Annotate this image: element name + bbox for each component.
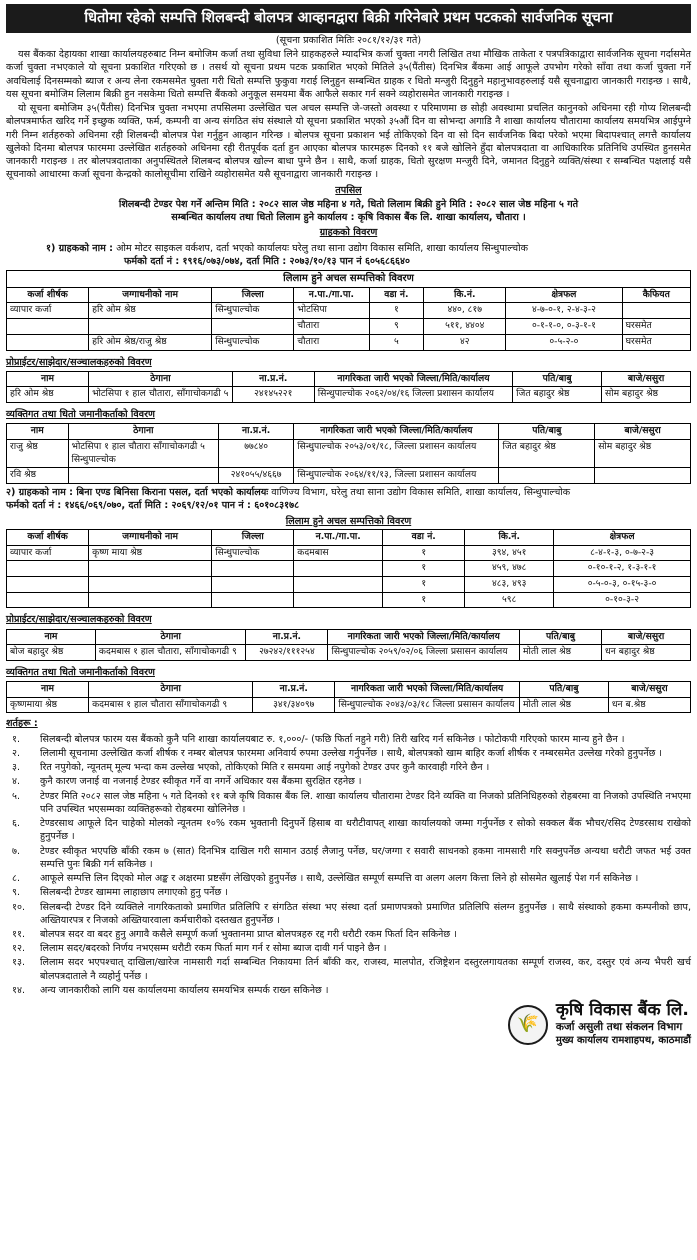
bank-address: मुख्य कार्यालय रामशाहपथ, काठमाडौं xyxy=(555,1035,691,1047)
column-header: क्षेत्रफल xyxy=(506,287,622,303)
customer-1-value: ओम मोटर साइकल वर्कशप, दर्ता भएको कार्यालयः घरेलु तथा साना उद्योग विकास समिति, शाखा कार्यालय सिन्धुपाल्चोक xyxy=(116,242,529,254)
column-header: कि.नं. xyxy=(465,529,554,545)
term-text: बोलपत्र सदर वा बदर हुनु अगावै कसैले सम्पूर्ण कर्जा भुक्तानमा प्राप्त बोलपत्रहरु रद्द गरी धरौटी रकम फिर्ता दिन सकिनेछ । xyxy=(40,929,457,940)
bank-footer xyxy=(6,1001,691,1048)
table-cell: कदमबास १ हाल चौतारा, साँगाचोकगढी ९ xyxy=(95,645,245,661)
column-header: नाम xyxy=(7,371,89,387)
table-cell: ३४१/३४०९७ xyxy=(253,697,335,713)
column-header: नागरिकता जारी भएको जिल्ला/मिति/कार्यालय xyxy=(335,682,520,698)
column-header: ठेगाना xyxy=(68,424,218,440)
term-text: आफूले सम्पत्ति लिन दिएको मोल अङ्क र अक्षरमा प्रष्टसँग लेखिएको हुनुपर्नेछ । साथै, उल्लेखित सम्पूर्ण सम्पत्ति वा अलग अलग कित्ता लिने हो सोसमेत खुलाई पेश गर्न सकिनेछ । xyxy=(40,873,639,885)
table-cell xyxy=(89,561,212,577)
term-item xyxy=(6,956,691,982)
table-cell: हरि ओम श्रेष्ठ xyxy=(7,387,89,403)
c1-prop-title: प्रोप्राईटर/साझेदार/सञ्चालकहरुको विवरण xyxy=(6,356,152,368)
c2-asset-title: लिलाम हुने अचल सम्पत्तिको विवरण xyxy=(285,515,412,527)
term-number: ७. xyxy=(12,845,21,857)
bank-dept: कर्जा असुली तथा संकलन विभाग xyxy=(555,1020,683,1033)
column-header: जग्गाधनीको नाम xyxy=(89,529,212,545)
table-cell: व्यापार कर्जा xyxy=(7,303,89,319)
table-cell: घरसमेत xyxy=(622,319,690,335)
term-item xyxy=(6,901,691,927)
table-row xyxy=(7,440,691,468)
term-text: रित नपुगेको, न्यूनतम् मूल्य भन्दा कम उल्लेख भएको, तोकिएको मिति र समयमा आई नपुगेको टेण्डर उपर कुनै कारवाही गरिने छैन । xyxy=(40,762,490,774)
table-cell: सोम बहादुर श्रेष्ठ xyxy=(602,387,691,403)
column-header: जिल्ला xyxy=(212,529,294,545)
bank-logo-icon: 🌾 xyxy=(508,1005,548,1045)
term-number: १. xyxy=(12,733,21,745)
column-header: पति/बाबु xyxy=(519,682,608,698)
customer-1-darta: फर्मको दर्ता नं : १९१६/०७३/०७४, दर्ता मिति : २०७३/१०/१३ पान नं ६०५६८६६४० xyxy=(124,255,410,267)
column-header: पति/बाबु xyxy=(519,629,601,645)
table-cell: व्यापार कर्जा xyxy=(7,545,89,561)
table-cell: कृष्णमाया श्रेष्ठ xyxy=(7,697,89,713)
table-cell: ३९४, ४५१ xyxy=(465,545,554,561)
table-cell xyxy=(294,561,383,577)
column-header: नाम xyxy=(7,629,96,645)
column-header: कि.नं. xyxy=(424,287,506,303)
column-header: न.पा./गा.पा. xyxy=(294,529,383,545)
table-cell xyxy=(89,592,212,608)
c1-guar-table xyxy=(6,423,691,484)
term-item xyxy=(6,775,691,788)
table-cell: सिन्धुपाल्चोक २०५९/०२/०६ जिल्ला प्रसासन कार्यालय xyxy=(328,645,520,661)
customer-2-darta: फर्मको दर्ता नं : १४६६/०६९/०७०, दर्ता मिति : २०६९/१२/०१ पान नं : ६०१०८३१७८ xyxy=(6,500,300,512)
c1-asset-table xyxy=(6,287,691,351)
table-cell: ४४०, ८१७ xyxy=(424,303,506,319)
column-header: बाजे/ससुरा xyxy=(608,682,690,698)
table-row xyxy=(7,697,691,713)
term-item xyxy=(6,845,691,871)
table-cell: २४१०५५/४६६७ xyxy=(219,468,294,484)
column-header: नागरिकता जारी भएको जिल्ला/मिति/कार्यालय xyxy=(328,629,520,645)
table-cell: सिन्धुपाल्चोक २०६४/११/१३, जिल्ला प्रशासन कार्यालय xyxy=(294,468,499,484)
column-header: कर्जा शीर्षक xyxy=(7,287,89,303)
c2-guar-table xyxy=(6,681,691,713)
column-header: कैफियत xyxy=(622,287,690,303)
term-text: टेण्डर स्वीकृत भएपछि बाँकी रकम ७ (सात) दिनभित्र दाखिल गरी सामान उठाई लैजानु पर्नेछ, घर/जग्गा र सवारी साधनको हकमा नामसारी गरि सक्नुपर्नेछ अन्यथा धरौटी जफत भई उक्त सम्पत्ति पुनः बिक्री गर्न सकिनेछ । xyxy=(40,845,691,870)
term-number: १३. xyxy=(12,957,26,969)
term-text: सिलबन्दी बोलपत्र फारम यस बैंकको कुनै पनि शाखा कार्यालयबाट रु. १,०००/- (फछि फिर्ता नहुने गरी) तिरी खरिद गर्न सकिनेछ । फोटोकपी गरिएको फारम मान्य हुने छैन । xyxy=(40,733,625,745)
table-cell: हरि ओम श्रेष्ठ xyxy=(89,303,212,319)
table-cell: ०-५-०-३, ०-१५-३-० xyxy=(554,576,691,592)
table-cell: सिन्धुपाल्चोक xyxy=(212,303,294,319)
customer-1-line xyxy=(6,242,691,255)
table-cell: ४२ xyxy=(424,334,506,350)
term-text: लिलाम सदर भएपश्चात् दाखिला/खारेज नामसारी गर्दा सम्बन्धित निकायमा तिर्न बाँकी कर, राजस्व, मालपोत, रजिष्ट्रेशन दस्तुरलगायतका सम्पूर्ण राजस्व, कर, दस्तुर एवं अन्य भैपरी खर्च बोलपत्रदाताले नै व्यहोर्नु पर्नेछ । xyxy=(40,957,691,982)
column-header: जग्गाधनीको नाम xyxy=(89,287,212,303)
table-row xyxy=(7,561,691,577)
table-row xyxy=(7,303,691,319)
table-cell xyxy=(212,319,294,335)
customer-1-label: १) ग्राहकको नाम : xyxy=(46,242,113,254)
table-cell xyxy=(89,319,212,335)
table-cell: १ xyxy=(369,303,424,319)
term-number: ६. xyxy=(12,818,21,830)
column-header: ना.प्र.नं. xyxy=(219,424,294,440)
term-number: १४. xyxy=(12,984,26,996)
column-header: कर्जा शीर्षक xyxy=(7,529,89,545)
term-item xyxy=(6,886,691,899)
term-text: कुनै कारण जनाई वा नजनाई टेण्डर स्वीकृत गर्ने वा नगर्ने अधिकार यस बैंकमा सुरक्षित रहनेछ । xyxy=(40,776,362,788)
table-cell xyxy=(622,303,690,319)
table-cell xyxy=(294,576,383,592)
term-item xyxy=(6,928,691,941)
table-cell: धन ब.श्रेष्ठ xyxy=(608,697,690,713)
term-number: ९. xyxy=(12,887,21,899)
table-row xyxy=(7,645,691,661)
table-cell: भोटसिपा xyxy=(294,303,369,319)
table-row xyxy=(7,387,691,403)
table-cell xyxy=(212,592,294,608)
table-cell: ०-१०-१-२, १-३-१-१ xyxy=(554,561,691,577)
table-cell xyxy=(68,468,218,484)
column-header: ना.प्र.नं. xyxy=(246,629,328,645)
column-header: बाजे/ससुरा xyxy=(595,424,691,440)
table-cell: ४-७-०-१, २-४-३-२ xyxy=(506,303,622,319)
table-cell: मोती लाल श्रेष्ठ xyxy=(519,645,601,661)
term-item xyxy=(6,872,691,885)
table-cell: १ xyxy=(383,576,465,592)
column-header: ना.प्र.नं. xyxy=(232,371,314,387)
table-cell: सिन्धुपाल्चोक २०६२/०४/१६ जिल्ला प्रशासन कार्यालय xyxy=(314,387,512,403)
table-cell xyxy=(7,319,89,335)
column-header: न.पा./गा.पा. xyxy=(294,287,369,303)
table-cell: सिन्धुपाल्चोक २०५३/०१/१८, जिल्ला प्रशासन कार्यालय xyxy=(294,440,499,468)
notice-title: धितोमा रहेको सम्पत्ति शिलबन्दी बोलपत्र आव्हानद्वारा बिक्री गरिनेबारे प्रथम पटकको सार्वजनिक सूचना xyxy=(6,4,691,33)
term-number: ८. xyxy=(12,873,21,885)
column-header: नाम xyxy=(7,682,89,698)
column-header: ना.प्र.नं. xyxy=(253,682,335,698)
table-cell: हरि ओम श्रेष्ठ/राजु श्रेष्ठ xyxy=(89,334,212,350)
column-header: बाजे/ससुरा xyxy=(602,371,691,387)
table-cell xyxy=(595,468,691,484)
c1-prop-table xyxy=(6,371,691,403)
c1-asset-title: लिलाम हुने अचल सम्पत्तिको विवरण xyxy=(6,270,691,287)
notice-page xyxy=(6,4,691,1048)
table-cell xyxy=(7,334,89,350)
term-item xyxy=(6,747,691,760)
table-cell: जित बहादुर श्रेष्ठ xyxy=(513,387,602,403)
terms-list xyxy=(6,733,691,997)
table-cell: रवि श्रेष्ठ xyxy=(7,468,69,484)
table-cell: बोज बहादुर श्रेष्ठ xyxy=(7,645,96,661)
customer-2-label: २) ग्राहकको नाम : बिना एण्ड बिनिसा किराना पसल, दर्ता भएको कार्यालयः xyxy=(6,487,269,499)
term-number: ४. xyxy=(12,776,21,788)
column-header: बाजे/ससुरा xyxy=(602,629,691,645)
term-text: टेण्डर मिति २०८२ साल जेष्ठ महिना ५ गते दिनको ११ बजे कृषि विकास बैंक लि. शाखा कार्यालय चौतारामा टेण्डर दिने व्यक्ति वा निजको प्रतिनिधिहरुको रोहबरमा वा निजको उपस्थिति नभएमा पनि उपस्थित भएसम्मका व्यक्तिहरूको रोहबरमा खोलिनेछ । xyxy=(40,790,691,815)
table-cell xyxy=(7,561,89,577)
term-text: लिलाम सदर/बदरको निर्णय नभएसम्म धरौटी रकम फिर्ता माग गर्न र सोमा ब्याज दावी गर्न पाइने छैन । xyxy=(40,943,387,955)
term-item xyxy=(6,761,691,774)
column-header: क्षेत्रफल xyxy=(554,529,691,545)
table-cell: राजु श्रेष्ठ xyxy=(7,440,69,468)
c2-guar-title: व्यक्तिगत तथा धितो जमानीकर्ताको विवरण xyxy=(6,666,155,678)
table-cell: १ xyxy=(383,561,465,577)
term-item xyxy=(6,817,691,843)
table-cell xyxy=(499,468,595,484)
column-header: पति/बाबु xyxy=(499,424,595,440)
column-header: नागरिकता जारी भएको जिल्ला/मिति/कार्यालय xyxy=(294,424,499,440)
table-cell: सिन्धुपाल्चोक xyxy=(212,334,294,350)
column-header: नाम xyxy=(7,424,69,440)
table-cell: भोटसिपा १ हाल चौतारा, साँगाचोकगढी ५ xyxy=(89,387,233,403)
column-header: नागरिकता जारी भएको जिल्ला/मिति/कार्यालय xyxy=(314,371,512,387)
table-cell: २४१४५२२१ xyxy=(232,387,314,403)
column-header: पति/बाबु xyxy=(513,371,602,387)
deadline-line: शिलबन्दी टेण्डर पेश गर्ने अन्तिम मिति : २०८२ साल जेष्ठ महिना ४ गते, धितो लिलाम बिक्री हुने मिति : २०८२ साल जेष्ठ महिना ५ गते xyxy=(118,198,579,210)
term-text: लिलामी सूचनामा उल्लेखित कर्जा शीर्षक र नम्बर बोलपत्र फारममा अनिवार्य रुपमा उल्लेख गर्नुपर्नेछ । साथै, बोलपत्रको खाम बाहिर कर्जा शीर्षक र नम्बरसमेत उल्लेख गरेको हुनुपर्नेछ । xyxy=(40,747,663,759)
term-number: ५. xyxy=(12,790,21,802)
table-row xyxy=(7,592,691,608)
c2-asset-table xyxy=(6,529,691,608)
term-number: ३. xyxy=(12,762,21,774)
table-cell: ०-१-१-०, ०-३-१-१ xyxy=(506,319,622,335)
c2-prop-table xyxy=(6,629,691,661)
term-item xyxy=(6,790,691,816)
term-text: सिलबन्दी टेण्डर दिने व्यक्तिले नागरिकताको प्रमाणित प्रतिलिपि र संगठित संस्था भए संस्था दर्ता प्रमाणपत्रको प्रमाणित प्रतिलिपि संलग्न हुनुपर्नेछ । साथै संस्थाको हकमा कम्पनीको छाप, अख्तियारपत्र र निजको अख्तियारवाला कर्मचारीको दस्तखत हुनुपर्नेछ । xyxy=(40,901,691,926)
table-cell: १ xyxy=(383,545,465,561)
table-cell xyxy=(7,576,89,592)
column-header: वडा नं. xyxy=(369,287,424,303)
customer-2-value: वाणिज्य विभाग, घरेलु तथा साना उद्योग विकास समिति, शाखा कार्यालय, सिन्धुपाल्चोक xyxy=(271,487,571,499)
publish-date: (सूचना प्रकाशित मितिः २०८१/१२/३१ गते) xyxy=(275,35,422,46)
table-row xyxy=(7,334,691,350)
term-text: अन्य जानकारीको लागि यस कार्यालयमा कार्यालय समयभित्र सम्पर्क राख्न सकिनेछ । xyxy=(40,984,329,996)
table-cell: कदमबास xyxy=(294,545,383,561)
table-row xyxy=(7,545,691,561)
table-cell: चौतारा xyxy=(294,319,369,335)
table-cell: ०-५-२-० xyxy=(506,334,622,350)
table-row xyxy=(7,576,691,592)
table-cell xyxy=(212,561,294,577)
column-header: वडा नं. xyxy=(383,529,465,545)
column-header: ठेगाना xyxy=(95,629,245,645)
term-item xyxy=(6,942,691,955)
table-cell: मोती लाल श्रेष्ठ xyxy=(519,697,608,713)
table-cell: सिन्धुपाल्चोक xyxy=(212,545,294,561)
table-cell: ७७८४० xyxy=(219,440,294,468)
table-cell: घरसमेत xyxy=(622,334,690,350)
table-cell: ४८३, ४९३ xyxy=(465,576,554,592)
term-item xyxy=(6,733,691,746)
term-text: टेण्डरसाथ आफूले दिन चाहेको मोलको न्यूनतम १०% रकम भुक्तानी दिनुपर्ने हिसाब वा धरौटीवापत् शाखा कार्यालयको जम्मा गर्नुपर्नेछ र सोको सक्कल बैंक भौचर/रसिद टेण्डरसाथ राखेको हुनुपर्नेछ । xyxy=(40,818,691,843)
table-cell: २७२४२/१११२५४ xyxy=(246,645,328,661)
table-cell xyxy=(212,576,294,592)
c2-prop-title: प्रोप्राईटर/साझेदार/सञ्चालकहरुको विवरण xyxy=(6,614,152,626)
table-cell: ८-४-१-३, ०-७-२-३ xyxy=(554,545,691,561)
tapsil-title: तपसिल xyxy=(335,184,362,196)
term-text: सिलबन्दी टेण्डर खाममा लाहाछाप लगाएको हुनु पर्नेछ । xyxy=(40,887,228,899)
intro-paragraph-1: यस बैंकका देहायका शाखा कार्यालयहरुबाट निम्न बमोजिम कर्जा तथा सुविधा लिने ग्राहकहरुले म्यादभित्र कर्जा चुक्ता नगरी लिखित तथा मौखिक ताकेता र पत्रपत्रिकाद्वारा सार्वजनिक सूचना गर्दासमेत कर्जा चुक्ता नभएकाले यो सूचना प्रकाशित गरिएको छ । तसर्थ यो सूचना प्रथम पटक प्रकाशित भएको मितिले ३५(पैंतीस) दिनभित्र बैंकमा आई आफूले उपभोग गरेको साँवा तथा कर्जा चुक्ता गर्ने अवधिलाई दिनसम्मको ब्याज र अन्य लेना रकमसमेत चुक्ता गरी धितो सम्पत्ति फुकुवा गराई लिनुहुन सम्बन्धित ग्राहक र धितो मन्जुरी दिनुहुने महानुभावहरुलाई यसै सूचनाद्वारा जानकारी गराइन्छ । साथै, यस सूचना बमोजिम लिलाम बिक्री हुन नसकेमा धितो सम्पत्ति बैंकको अनुकूल समयमा बैंक आफैले सकार गर्न सक्ने व्यहोरासमेत जानकारी गराइन्छ । xyxy=(6,49,691,100)
term-number: २. xyxy=(12,747,21,759)
term-number: १२. xyxy=(12,943,26,955)
intro-paragraph-2: यो सूचना बमोजिम ३५(पैंतीस) दिनभित्र चुक्ता नभएमा तपसिलमा उल्लेखित चल अचल सम्पत्ति जे-जस्तो अवस्था र परिमाणमा छ सोही अवस्थामा प्रचलित कानुनको अधिनमा रही गोप्य शिलबन्दी बोलपत्रमार्फत खरिद गर्ने इच्छुक व्यक्ति, फर्म, कम्पनी वा अन्य संगठित संघ संस्थाले यो सूचना प्रकाशित भएको ३५औं दिन वा सोभन्दा अगाडि नै शाखा कार्यालय चौतारामा कार्यालय समयभित्र आईपुग्ने गरी निम्न शर्तहरुको अधिनमा रही शिलबन्दी बोलपत्र पेश गर्नुहुन आव्हान गरिन्छ । बोलपत्र सूचना प्रकाशन भई तोकिएको दिन वा सो दिन सार्वजनिक बिदा परेको भएमा बिदापश्चात् लगत्तै कार्यालय खुलेको दिनमा बोलपत्र फारममा उल्लेखित शर्तहरुको अधिनमा रही रीतपूर्वक दर्ता हुन आएका बोलपत्र फारमहरू दिनको ११ बजे खोलिने हुँदा बोलपत्रदाता वा आधिकारिक प्रतिनिधि उपस्थित हुनसमेत जानकारी गराइन्छ । तर बोलपत्रदाताका अनुपस्थितले शिलबन्द बोलपत्र खोल्न बाधा पुग्ने छैन । साथै, कर्जा ग्राहक, धितो सुरक्षण मन्जुरी दिने, जमानत दिनुहुने व्यक्ति/संस्था र सम्बन्धित पक्षलाई यसै सूचनाको आधारमा कर्जा सूचना केन्द्रको कालोसूचीमा राखिने व्यहोरासमेत यसै सूचनाद्वारा जानकारी गराइन्छ । xyxy=(6,103,691,181)
term-number: १०. xyxy=(12,901,26,913)
office-line: सम्बन्धित कार्यालय तथा धितो लिलाम हुने कार्यालय : कृषि विकास बैंक लि. शाखा कार्यालय, चौतारा । xyxy=(171,212,526,224)
table-cell: कदमबास १ हाल चौतारा साँगाचोकगढी ९ xyxy=(89,697,253,713)
table-cell: जित बहादुर श्रेष्ठ xyxy=(499,440,595,468)
table-cell: भोटसिपा १ हाल चौतारा साँगाचोकगढी ५ सिन्धुपाल्चोक xyxy=(68,440,218,468)
table-cell: ०-१०-३-२ xyxy=(554,592,691,608)
table-cell: सोम बहादुर श्रेष्ठ xyxy=(595,440,691,468)
table-cell: १ xyxy=(383,592,465,608)
table-cell: ५९८ xyxy=(465,592,554,608)
terms-title: शर्तहरू : xyxy=(6,718,38,730)
column-header: ठेगाना xyxy=(89,682,253,698)
table-cell: सिन्धुपाल्चोक २०४३/०३/१८ जिल्ला प्रसासन कार्यालय xyxy=(335,697,520,713)
customer-2-line xyxy=(6,486,691,499)
term-item xyxy=(6,984,691,997)
table-cell: चौतारा xyxy=(294,334,369,350)
table-cell: ९ xyxy=(369,319,424,335)
table-cell: ४५९, ४७८ xyxy=(465,561,554,577)
term-number: ११. xyxy=(12,929,26,940)
table-cell: धन बहादुर श्रेष्ठ xyxy=(602,645,691,661)
table-cell: ५११, ४४०४ xyxy=(424,319,506,335)
table-cell: कृष्ण माया श्रेष्ठ xyxy=(89,545,212,561)
table-row xyxy=(7,319,691,335)
bank-name: कृषि विकास बैंक लि. xyxy=(555,1000,689,1021)
table-cell xyxy=(294,592,383,608)
c1-guar-title: व्यक्तिगत तथा धितो जमानीकर्ताको विवरण xyxy=(6,409,155,421)
table-cell xyxy=(7,592,89,608)
column-header: ठेगाना xyxy=(89,371,233,387)
column-header: जिल्ला xyxy=(212,287,294,303)
customer-section-title: ग्राहकको विवरण xyxy=(319,227,378,239)
table-cell: ५ xyxy=(369,334,424,350)
table-row xyxy=(7,468,691,484)
table-cell xyxy=(89,576,212,592)
